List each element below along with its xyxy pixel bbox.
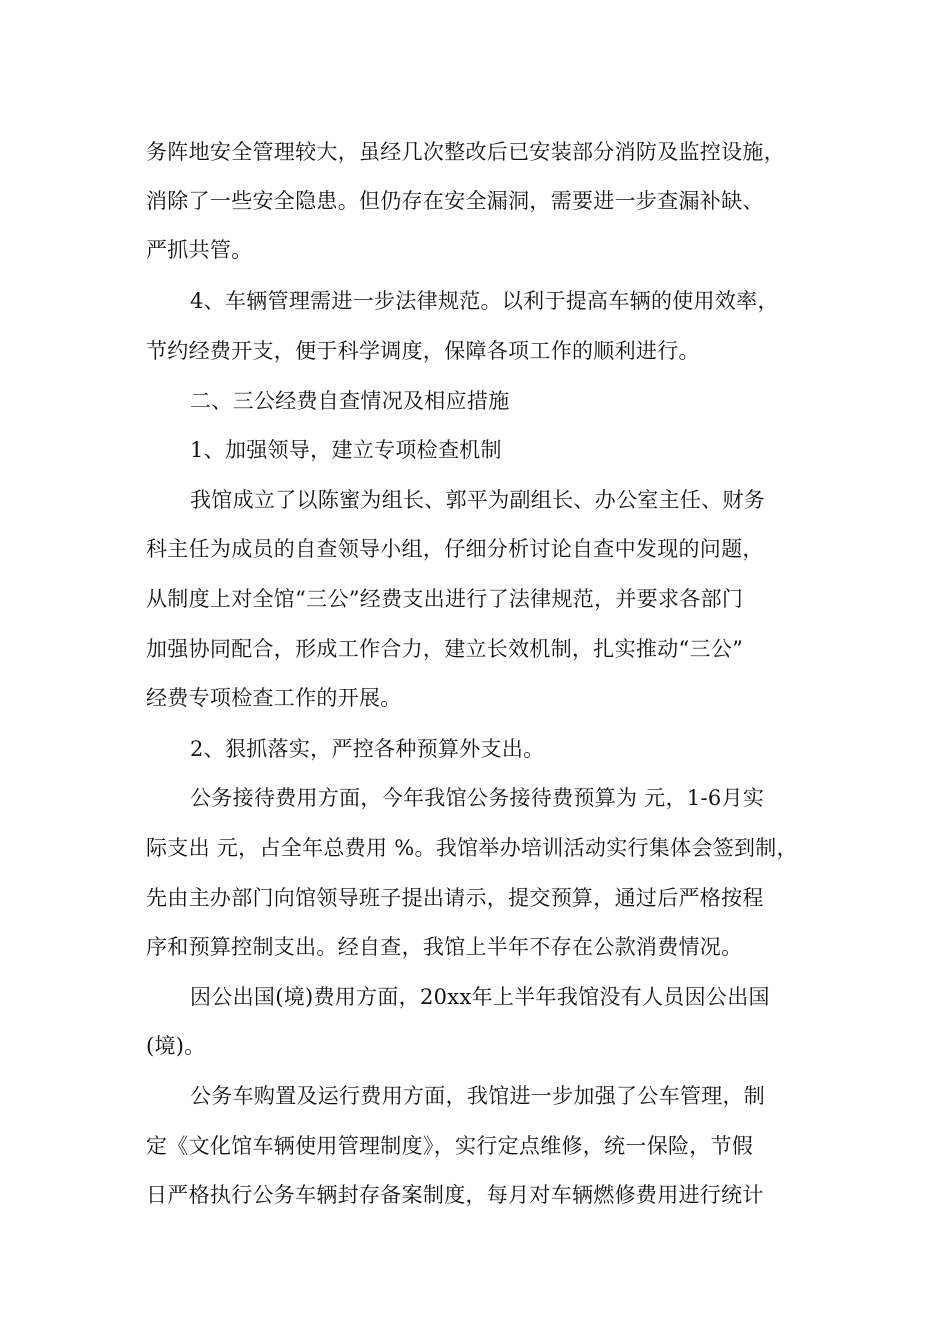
text-line: 严抓共管。 — [146, 238, 253, 262]
text-line: 定《文化馆车辆使用管理制度》，实行定点维修，统一保险，节假 — [146, 1134, 754, 1158]
text-line: 4、车辆管理需进一步法律规范。以利于提高车辆的使用效率， — [190, 289, 779, 313]
text-line: 务阵地安全管理较大，虽经几次整改后已安装部分消防及监控设施， — [146, 140, 785, 164]
text-line: 节约经费开支，便于科学调度，保障各项工作的顺利进行。 — [146, 339, 700, 363]
text-line: 公务接待费用方面，今年我馆公务接待费预算为 元，1-6月实 — [190, 786, 765, 810]
text-line: 先由主办部门向馆领导班子提出请示，提交预算，通过后严格按程 — [146, 886, 764, 910]
text-line: 我馆成立了以陈蜜为组长、郭平为副组长、办公室主任、财务 — [190, 488, 766, 512]
text-line: 因公出国(境)费用方面，20xx年上半年我馆没有人员因公出国 — [190, 985, 770, 1009]
text-line: 加强协同配合，形成工作合力，建立长效机制，扎实推动“三公” — [146, 637, 744, 661]
text-line: 序和预算控制支出。经自查，我馆上半年不存在公款消费情况。 — [146, 935, 743, 959]
text-line: 日严格执行公务车辆封存备案制度，每月对车辆燃修费用进行统计 — [146, 1183, 764, 1207]
text-line: 科主任为成员的自查领导小组，仔细分析讨论自查中发现的问题， — [146, 537, 764, 561]
section-heading: 二、三公经费自查情况及相应措施 — [190, 389, 510, 413]
subsection-heading: 1、加强领导，建立专项检查机制 — [190, 438, 502, 462]
text-line: 从制度上对全馆“三公”经费支出进行了法律规范，并要求各部门 — [146, 587, 744, 611]
text-line: (境)。 — [146, 1034, 206, 1058]
text-line: 消除了一些安全隐患。但仍存在安全漏洞，需要进一步查漏补缺、 — [146, 189, 764, 213]
text-line: 经费专项检查工作的开展。 — [146, 686, 402, 710]
text-line: 公务车购置及运行费用方面，我馆进一步加强了公车管理，制 — [190, 1084, 766, 1108]
subsection-heading: 2、狠抓落实，严控各种预算外支出。 — [190, 737, 545, 761]
text-line: 际支出 元，占全年总费用 %。我馆举办培训活动实行集体会签到制， — [146, 836, 798, 860]
